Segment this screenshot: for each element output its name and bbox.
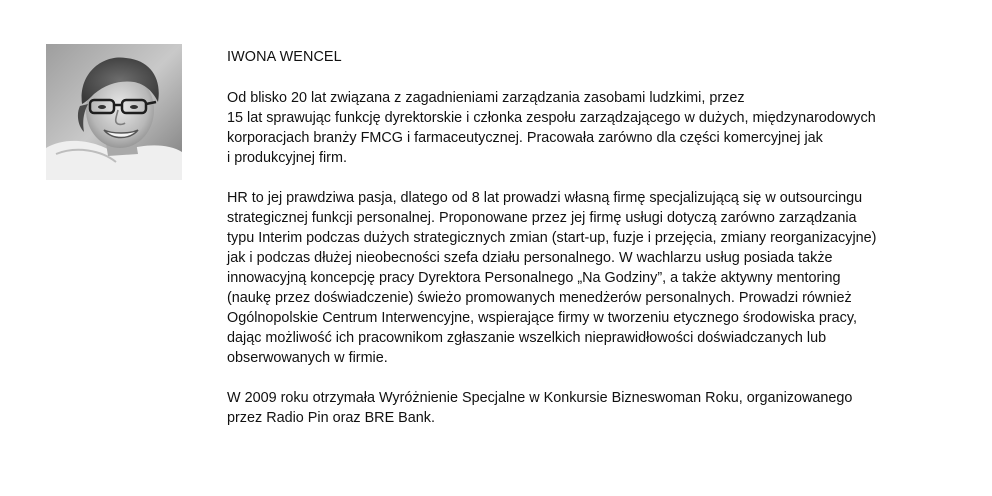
text-line: strategicznej funkcji personalnej. Proponowane przez jej firmę usługi dotyczą zarówno zarządzania	[227, 210, 857, 226]
text-line: i produkcyjnej firm.	[227, 150, 347, 166]
text-line: typu Interim podczas dużych strategicznych zmian (start-up, fuzje i przejęcia, zmiany reorganizacyjne)	[227, 230, 877, 246]
text-line: Ogólnopolskie Centrum Interwencyjne, wspierające firmy w tworzeniu etycznego środowiska pracy,	[227, 310, 857, 326]
text-line: obserwowanych w firmie.	[227, 350, 388, 366]
person-name: IWONA WENCEL	[227, 49, 342, 65]
text-line: W 2009 roku otrzymała Wyróżnienie Specjalne w Konkursie Bizneswoman Roku, organizowanego	[227, 390, 853, 406]
text-line: 15 lat sprawując funkcję dyrektorskie i członka zespołu zarządzającego w dużych, międzynarodowych	[227, 110, 876, 126]
text-line: dając możliwość ich pracownikom zgłaszanie wszelkich nieprawidłowości doświadczanych lub	[227, 330, 827, 346]
text-line: przez Radio Pin oraz BRE Bank.	[227, 410, 435, 426]
text-line: jak i podczas dłużej nieobecności szefa działu personalnego. W wachlarzu usług posiada także	[227, 250, 833, 266]
bio-paragraph-2	[227, 188, 967, 368]
bio-paragraph-1	[227, 88, 967, 168]
text-line: (naukę przez doświadczenie) świeżo promowanych menedżerów personalnych. Prowadzi również	[227, 290, 852, 306]
bio-paragraph-3	[227, 388, 967, 428]
portrait-photo	[46, 44, 182, 180]
text-line: innowacyjną koncepcję pracy Dyrektora Personalnego „Na Godziny”, a także aktywny mentoring	[227, 270, 841, 286]
bio-content	[227, 47, 967, 448]
text-line: Od blisko 20 lat związana z zagadnieniami zarządzania zasobami ludzkimi, przez	[227, 90, 745, 106]
text-line: HR to jej prawdziwa pasja, dlatego od 8 lat prowadzi własną firmę specjalizującą się w outsourcingu	[227, 190, 863, 206]
text-line: korporacjach branży FMCG i farmaceutycznej. Pracowała zarówno dla części komercyjnej jak	[227, 130, 823, 146]
